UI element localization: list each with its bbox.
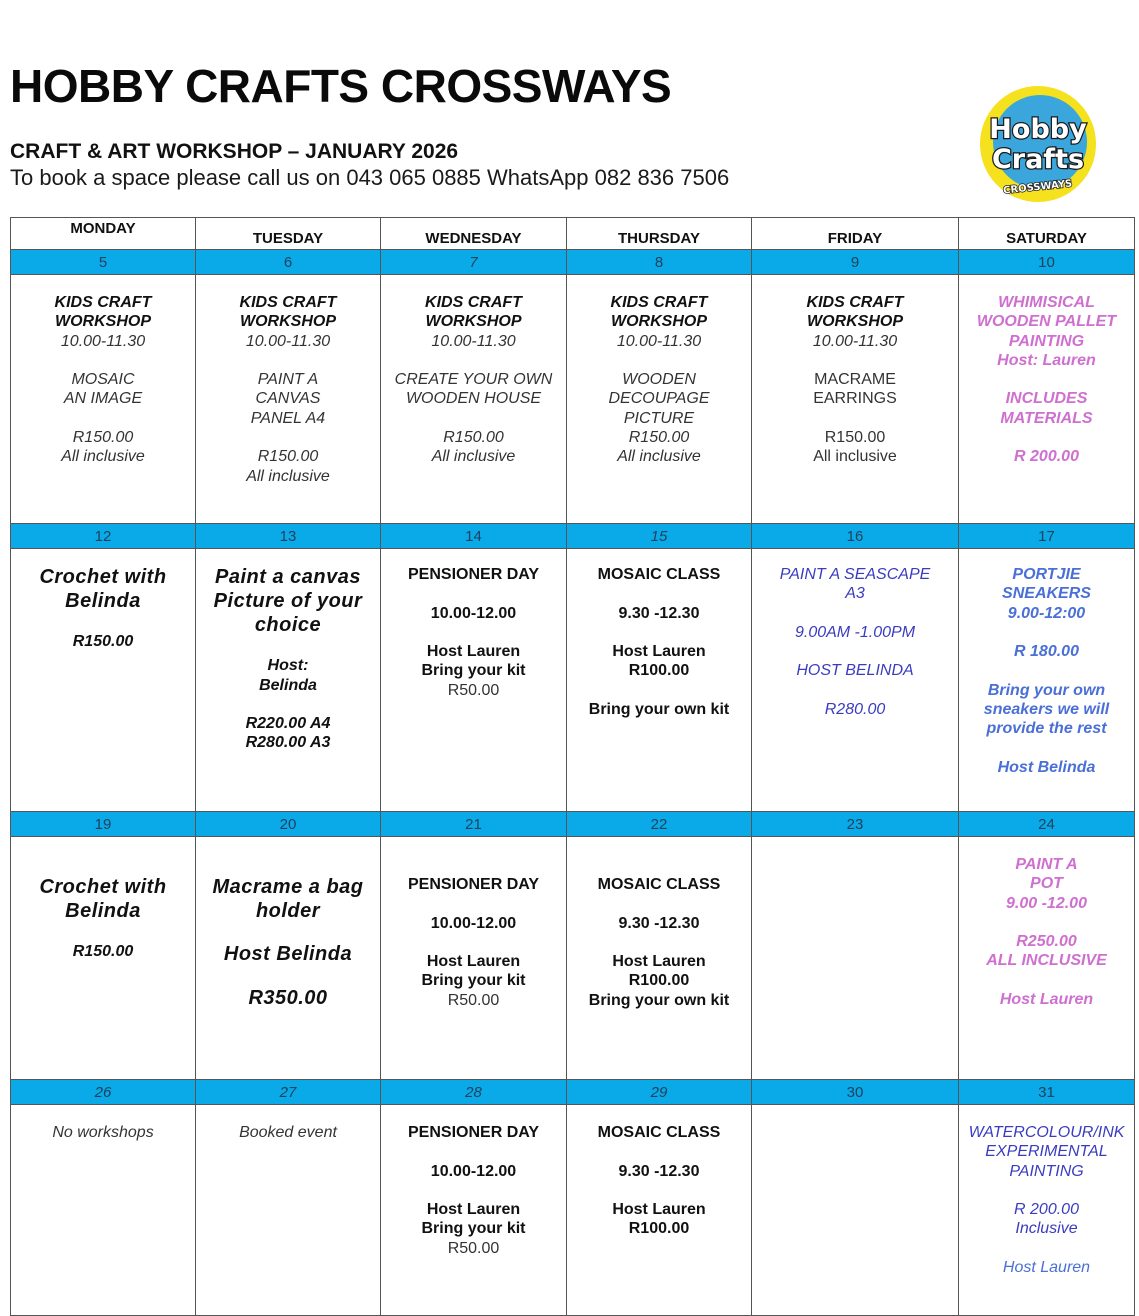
event-text-line: Host Lauren	[999, 991, 1094, 1009]
event-text-line: EXPERIMENTAL	[985, 1143, 1108, 1161]
event-text-line: Paint a canvas	[215, 566, 361, 588]
event-text-line: R50.00	[447, 681, 500, 699]
workshop-event-cell	[959, 837, 1135, 1080]
event-text-line: AN IMAGE	[63, 390, 143, 408]
workshop-event-cell	[11, 1105, 196, 1316]
event-text-line: 9.00 -12.00	[1006, 894, 1087, 912]
spacer	[752, 604, 958, 623]
spacer	[959, 370, 1134, 389]
event-text-line: 9.30 -12.30	[618, 604, 700, 622]
spacer	[959, 661, 1134, 680]
event-text-line: Host Lauren	[612, 953, 706, 971]
workshop-event-cell	[752, 275, 959, 524]
spacer	[11, 923, 195, 942]
svg-text:CROSSWAYS: CROSSWAYS	[1002, 178, 1073, 197]
event-text-line: All inclusive	[246, 467, 330, 485]
event-text-line: 10.00-11.30	[812, 332, 898, 350]
event-text-line: KIDS CRAFT	[54, 294, 152, 311]
date-number-friday: 9	[752, 250, 959, 275]
event-text-line: Host Lauren	[612, 1201, 706, 1219]
spacer	[381, 351, 566, 370]
spacer	[959, 971, 1134, 990]
event-text-line: PAINTING	[1009, 1162, 1084, 1180]
date-number-friday: 16	[752, 524, 959, 549]
event-text-line: All inclusive	[61, 448, 145, 466]
event-text-line: R150.00	[443, 429, 504, 447]
event-text-line: Inclusive	[1015, 1220, 1078, 1238]
spacer	[567, 351, 751, 370]
event-text-line: R150.00	[628, 429, 690, 447]
event-text-line: WORKSHOP	[611, 313, 707, 331]
spacer	[11, 351, 195, 370]
event-text-line: 10.00-11.30	[616, 332, 702, 350]
event-text-line: Crochet with	[39, 876, 167, 898]
date-number-thursday: 22	[567, 812, 752, 837]
spacer	[381, 584, 566, 603]
date-number-tuesday: 6	[196, 250, 381, 275]
event-text-line: WORKSHOP	[240, 313, 336, 331]
event-text-line: R150.00	[824, 429, 886, 447]
event-row	[11, 549, 1135, 812]
event-text-line: Host Belinda	[997, 758, 1096, 776]
spacer	[959, 1181, 1134, 1200]
event-text-line: Host: Lauren	[997, 351, 1096, 369]
workshop-event-cell	[959, 1105, 1135, 1316]
date-number-saturday: 31	[959, 1080, 1135, 1105]
event-text-line: Bring your kit	[421, 662, 526, 680]
event-text-line: All inclusive	[813, 448, 897, 466]
spacer	[567, 584, 751, 603]
workshop-event-cell	[567, 275, 752, 524]
event-text-line: PAINT A	[1015, 856, 1078, 873]
svg-text:Crafts: Crafts	[991, 144, 1085, 175]
event-text-line: PENSIONER DAY	[408, 876, 539, 893]
event-text-line: R150.00	[72, 633, 134, 651]
spacer	[11, 409, 195, 428]
spacer	[196, 695, 380, 714]
event-text-line: PICTURE	[623, 409, 695, 427]
event-text-line: POT	[1030, 875, 1063, 893]
date-number-wednesday: 7	[381, 250, 567, 275]
date-number-monday: 5	[11, 250, 196, 275]
event-text-line: R100.00	[628, 1220, 690, 1238]
workshop-event-cell	[381, 549, 567, 812]
event-text-line: No workshops	[52, 1124, 154, 1141]
event-text-line: 9.00AM -1.00PM	[794, 623, 916, 641]
weekday-friday: FRIDAY	[752, 218, 959, 250]
weekday-header-row	[11, 218, 1135, 250]
date-number-saturday: 24	[959, 812, 1135, 837]
workshop-event-cell	[959, 275, 1135, 524]
date-number-saturday: 17	[959, 524, 1135, 549]
date-row	[11, 250, 1135, 275]
event-text-line: R 180.00	[1014, 643, 1079, 661]
event-text-line: R100.00	[628, 972, 690, 990]
workshop-event-cell	[567, 1105, 752, 1316]
spacer	[567, 894, 751, 913]
event-text-line: Belinda	[259, 676, 317, 694]
date-number-monday: 12	[11, 524, 196, 549]
event-text-line: provide the rest	[986, 720, 1107, 738]
workshop-event-cell	[196, 549, 381, 812]
event-text-line: 10.00-12.00	[430, 914, 517, 932]
spacer	[752, 409, 958, 428]
date-number-tuesday: 13	[196, 524, 381, 549]
workshop-event-cell	[196, 837, 381, 1080]
event-text-line: R150.00	[72, 429, 134, 447]
event-text-line: Crochet with	[39, 566, 167, 588]
event-text-line: MOSAIC CLASS	[597, 876, 721, 893]
workshop-event-cell	[196, 275, 381, 524]
spacer	[567, 1142, 751, 1161]
event-text-line: INCLUDES	[1005, 390, 1088, 408]
event-text-line: CANVAS	[255, 390, 321, 408]
date-number-wednesday: 21	[381, 812, 567, 837]
spacer	[567, 1181, 751, 1200]
event-text-line: R350.00	[248, 986, 328, 1009]
page-title: HOBBY CRAFTS CROSSWAYS	[10, 60, 672, 112]
event-text-line: R 200.00	[1014, 1201, 1079, 1219]
date-row	[11, 812, 1135, 837]
date-row	[11, 1080, 1135, 1105]
event-text-line: Host Lauren	[1002, 1259, 1091, 1277]
workshop-calendar	[10, 217, 1135, 1316]
event-text-line: WOODEN PALLET	[976, 313, 1117, 331]
spacer	[567, 933, 751, 952]
event-text-line: MOSAIC CLASS	[597, 566, 721, 583]
event-text-line: PORTJIE	[1012, 566, 1081, 583]
empty-day-cell	[752, 1105, 959, 1316]
spacer	[381, 623, 566, 642]
spacer	[567, 681, 751, 700]
event-text-line: Bring your kit	[421, 972, 526, 990]
event-text-line: Picture of your	[213, 590, 363, 612]
event-text-line: HOST BELINDA	[796, 662, 914, 680]
date-number-wednesday: 14	[381, 524, 567, 549]
date-number-saturday: 10	[959, 250, 1135, 275]
event-text-line: MOSAIC CLASS	[597, 1124, 721, 1141]
event-text-line: All inclusive	[431, 448, 516, 466]
spacer	[381, 894, 566, 913]
event-text-line: choice	[254, 614, 322, 636]
workshop-event-cell	[11, 837, 196, 1080]
event-text-line: A3	[845, 585, 865, 603]
workshop-event-cell	[381, 837, 567, 1080]
svg-text:Hobby: Hobby	[989, 114, 1087, 145]
event-text-line: R50.00	[447, 991, 500, 1009]
workshop-event-cell	[11, 275, 196, 524]
event-text-line: WORKSHOP	[425, 313, 522, 331]
spacer	[381, 409, 566, 428]
event-text-line: PANEL A4	[250, 409, 326, 427]
spacer	[196, 923, 380, 942]
event-text-line: R280.00	[824, 701, 886, 719]
workshop-event-cell	[196, 1105, 381, 1316]
workshop-event-cell	[381, 275, 567, 524]
date-number-thursday: 29	[567, 1080, 752, 1105]
date-number-thursday: 15	[567, 524, 752, 549]
date-number-monday: 19	[11, 812, 196, 837]
spacer	[752, 642, 958, 661]
event-text-line: SNEAKERS	[1002, 585, 1091, 603]
event-text-line: sneakers we will	[983, 701, 1110, 719]
weekday-tuesday: TUESDAY	[196, 218, 381, 250]
weekday-thursday: THURSDAY	[567, 218, 752, 250]
spacer	[196, 637, 380, 656]
event-text-line: holder	[255, 900, 321, 922]
event-text-line: Host Lauren	[426, 643, 521, 661]
date-number-monday: 26	[11, 1080, 196, 1105]
event-row	[11, 1105, 1135, 1316]
event-text-line: Belinda	[65, 590, 141, 612]
event-text-line: Bring your own kit	[588, 991, 730, 1009]
event-text-line: 9.30 -12.30	[618, 1162, 700, 1180]
spacer	[381, 933, 566, 952]
event-text-line: Host Lauren	[612, 643, 706, 661]
event-text-line: EARRINGS	[813, 390, 897, 408]
event-text-line: Belinda	[65, 900, 141, 922]
workshop-event-cell	[381, 1105, 567, 1316]
empty-day-cell	[752, 837, 959, 1080]
event-text-line: Booked event	[239, 1124, 337, 1141]
event-text-line: Macrame a bag	[212, 876, 364, 898]
event-text-line: WORKSHOP	[807, 313, 903, 331]
event-text-line: Host Lauren	[426, 953, 521, 971]
workshop-event-cell	[959, 549, 1135, 812]
workshop-event-cell	[567, 549, 752, 812]
event-text-line: 9.00-12:00	[1007, 604, 1086, 622]
event-row	[11, 275, 1135, 524]
spacer	[11, 613, 195, 632]
event-text-line: 10.00-11.30	[431, 332, 516, 350]
event-text-line: MOSAIC	[71, 371, 135, 389]
spacer	[959, 623, 1134, 642]
spacer	[381, 1181, 566, 1200]
event-text-line: R220.00 A4	[245, 715, 331, 733]
hobby-crafts-logo	[978, 84, 1098, 204]
workshop-event-cell	[567, 837, 752, 1080]
spacer	[196, 966, 380, 985]
event-text-line: R100.00	[628, 662, 690, 680]
weekday-monday: MONDAY	[11, 218, 196, 250]
event-text-line: PAINTING	[1008, 332, 1085, 350]
spacer	[752, 351, 958, 370]
spacer	[959, 1239, 1134, 1258]
event-text-line: 10.00-12.00	[430, 1162, 517, 1180]
event-text-line: Bring your own kit	[588, 701, 730, 719]
event-text-line: Bring your own	[987, 681, 1106, 699]
event-text-line: WOODEN	[622, 371, 696, 389]
spacer	[959, 739, 1134, 758]
event-text-line: MATERIALS	[1000, 409, 1093, 427]
event-text-line: Bring your kit	[421, 1220, 526, 1238]
event-text-line: 10.00-11.30	[245, 332, 331, 350]
spacer	[752, 681, 958, 700]
spacer	[959, 428, 1134, 447]
date-number-friday: 30	[752, 1080, 959, 1105]
spacer	[959, 913, 1134, 932]
event-text-line: R50.00	[447, 1239, 500, 1257]
event-text-line: All inclusive	[617, 448, 701, 466]
weekday-saturday: SATURDAY	[959, 218, 1135, 250]
event-text-line: PENSIONER DAY	[408, 566, 539, 583]
spacer	[567, 623, 751, 642]
workshop-event-cell	[752, 549, 959, 812]
date-number-thursday: 8	[567, 250, 752, 275]
event-text-line: KIDS CRAFT	[806, 294, 904, 311]
event-text-line: PAINT A SEASCAPE	[779, 566, 931, 583]
spacer	[196, 351, 380, 370]
event-text-line: ALL INCLUSIVE	[986, 952, 1107, 970]
event-text-line: R150.00	[257, 448, 319, 466]
logo-badge-icon	[978, 84, 1098, 204]
date-number-wednesday: 28	[381, 1080, 567, 1105]
event-text-line: Host Belinda	[223, 943, 353, 966]
event-text-line: R250.00	[1016, 933, 1077, 951]
date-number-tuesday: 20	[196, 812, 381, 837]
event-row	[11, 837, 1135, 1080]
booking-contact-info: To book a space please call us on 043 065 0885 WhatsApp 082 836 7506	[10, 165, 730, 190]
spacer	[196, 428, 380, 447]
event-text-line: Host Lauren	[426, 1201, 521, 1219]
event-text-line: KIDS CRAFT	[239, 294, 337, 311]
event-text-line: Host:	[267, 657, 309, 675]
event-text-line: 9.30 -12.30	[618, 914, 700, 932]
weekday-wednesday: WEDNESDAY	[381, 218, 567, 250]
event-text-line: R280.00 A3	[245, 734, 331, 752]
event-text-line: MACRAME	[814, 371, 896, 389]
event-text-line: WATERCOLOUR/INK	[968, 1124, 1125, 1141]
workshop-subtitle: CRAFT & ART WORKSHOP – JANUARY 2026	[10, 140, 459, 163]
workshop-event-cell	[11, 549, 196, 812]
date-row	[11, 524, 1135, 549]
event-text-line: 10.00-12.00	[430, 604, 517, 622]
event-text-line: PENSIONER DAY	[408, 1124, 539, 1141]
event-text-line: PAINT A	[257, 371, 319, 389]
event-text-line: WORKSHOP	[55, 313, 151, 331]
event-text-line: WOODEN HOUSE	[405, 390, 542, 408]
date-number-tuesday: 27	[196, 1080, 381, 1105]
event-text-line: KIDS CRAFT	[610, 294, 708, 311]
event-text-line: R150.00	[72, 943, 134, 961]
event-text-line: KIDS CRAFT	[425, 294, 522, 311]
event-text-line: CREATE YOUR OWN	[394, 371, 553, 389]
date-number-friday: 23	[752, 812, 959, 837]
spacer	[381, 1142, 566, 1161]
event-text-line: WHIMISICAL	[998, 294, 1095, 311]
event-text-line: DECOUPAGE	[608, 390, 710, 408]
event-text-line: R 200.00	[1014, 448, 1079, 466]
event-text-line: 10.00-11.30	[60, 332, 146, 350]
